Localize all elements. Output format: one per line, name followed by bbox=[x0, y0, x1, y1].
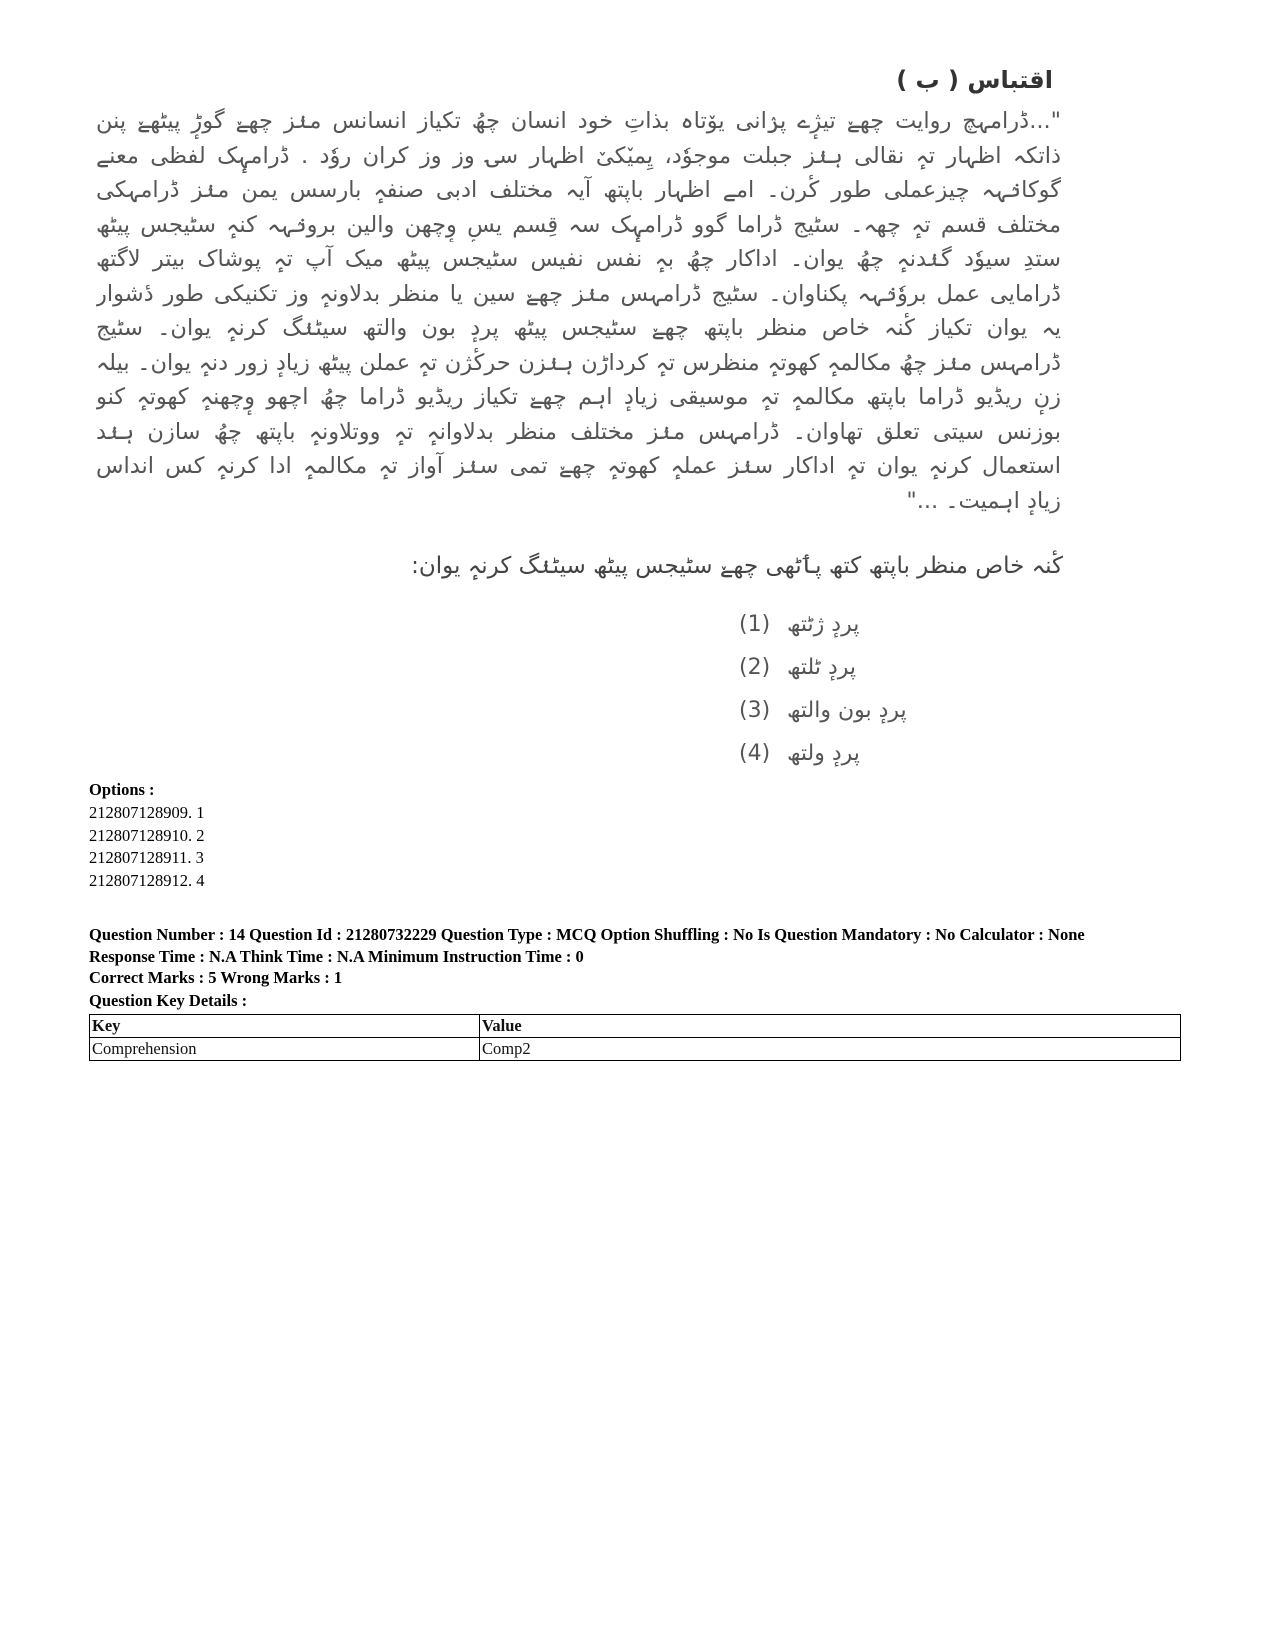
question-meta-line: Question Number : 14 Question Id : 21280732229 Question Type : MCQ Option Shuffling : No Is Question Mandatory : No Calculator : None bbox=[89, 925, 1085, 944]
choice-text: پردٕ بون والتھ bbox=[787, 698, 907, 723]
passage-line: بوزنس سیتی تعلق تھاوان۔ ڈرامہس منٛز مختلف منظر بدلاوانہٕ تہٕ ووتلاونہٕ باپتھ چھُ سازن ہنٛد bbox=[96, 418, 1061, 445]
choice-text: پردٕ ٹلتھ bbox=[787, 655, 856, 680]
passage-text bbox=[96, 104, 1061, 518]
passage-line: ذاتکہ اظہار تہٕ نقالی ہنٛز جبلت موجوٗد، یِمیٚکیٚ اظہار سۍ وز وز کران روٗد . ڈرامہٕک لفظی معنے bbox=[96, 142, 1061, 169]
passage-line: ڈرامایی عمل بروٗنٛہہ پکناوان۔ سٹیج ڈرامہس منٛز چھےٚ سین یا منظر بدلاونہٕ وز تکنیکی طور دٔشوار bbox=[96, 280, 1061, 307]
choice-number: (1) bbox=[739, 612, 771, 637]
choice-item bbox=[739, 732, 1079, 775]
choice-item bbox=[739, 646, 1079, 689]
key-details-table bbox=[89, 1014, 1181, 1061]
passage-line: مختلف قسم تہٕ چھہ۔ سٹیج ڈراما گوو ڈرامہٕک سہ قِسم یسٕ وٕچھن والین برونٛہہ کنہٕ سٹیجس پیٹھ bbox=[96, 211, 1061, 238]
choice-text: پردٕ ولتھ bbox=[787, 741, 860, 766]
passage-line: "...ڈرامہچ روایت چھےٚ تیژٕے پرٛانی یوٚتاہ بذاتِ خود انسان چھُ تکیاز انسانس منٛز چھےٚ گوڑٕ پیٹھےٚ پنن bbox=[96, 108, 1061, 134]
table-row bbox=[90, 1038, 1181, 1061]
option-id: 212807128909. 1 bbox=[89, 803, 205, 822]
column-header-value: Value bbox=[480, 1015, 1181, 1038]
question-metadata bbox=[89, 924, 1199, 967]
passage-line: ڈرامہس منٛز چھُ مکالمہٕ کھوتہٕ منظرس تہٕ کرداڑن ہنٛزن حرکٔژن تہٕ عملن پیٹھ زیادٕ زور دنہٕ یوان۔ بیلہ bbox=[96, 349, 1061, 376]
passage-line: یہ یوان تکیاز کٔنہ خاص منظر باپتھ چھےٚ سٹیجس پیٹھ پردٕ بون والتھ سیٹنٛگ کرنہٕ یوان۔ سٹیج bbox=[96, 315, 1061, 341]
column-header-key: Key bbox=[90, 1015, 480, 1038]
choice-text: پردٕ ژٹتھ bbox=[787, 612, 860, 637]
table-cell: Comp2 bbox=[480, 1038, 1181, 1061]
passage-line: استعمال کرنہٕ یوان تہٕ اداکار سنٛز عملہٕ کھوتہٕ چھےٚ تمی سنٛز آواز تہٕ مکالمہٕ ادا کرنہٕ کس انداس bbox=[96, 453, 1061, 479]
passage-line: زنٕ ریڈیو ڈراما باپتھ مکالمہٕ تہٕ موسیقی زیادٕ اہم چھےٚ تکیاز ریڈیو ڈراما چھُ اچھو وٕچھنہٕ کھوتہٕ کنو bbox=[96, 384, 1061, 410]
choice-number: (3) bbox=[739, 698, 771, 723]
option-id: 212807128910. 2 bbox=[89, 825, 205, 845]
table-cell: Comprehension bbox=[90, 1038, 480, 1061]
marks-line: Correct Marks : 5 Wrong Marks : 1 bbox=[89, 968, 343, 987]
passage-line: زیادٕ اہمیت۔ ..." bbox=[906, 487, 1061, 514]
passage-line: ستدِ سیوٗد گنٛدنہٕ چھُ یوان۔ اداکار چھُ بہٕ نفس نفیس سٹیجس پیٹھ میک آپ تہٕ پوشاک بیتر لاگتھ bbox=[96, 246, 1061, 272]
passage-line: گوکانٛہہ چیزعملی طور کٔرن۔ امے اظہار باپتھ آیہ مختلف ادبی صنفہٕ بارسس یمن منٛز ڈرامہکی bbox=[96, 177, 1061, 203]
choice-number: (4) bbox=[739, 741, 771, 766]
option-id: 212807128912. 4 bbox=[89, 870, 205, 890]
choice-number: (2) bbox=[739, 655, 771, 680]
question-meta-line: Response Time : N.A Think Time : N.A Minimum Instruction Time : 0 bbox=[89, 946, 584, 966]
options-list bbox=[89, 802, 1199, 892]
option-id: 212807128911. 3 bbox=[89, 848, 204, 867]
passage-heading: اقتباس ( ب ) bbox=[896, 66, 1053, 94]
answer-choices bbox=[739, 603, 1079, 775]
question-text: کٔنہ خاص منظر باپتھ کتھ پٲٹھی چھےٚ سٹیجس پیٹھ سیٹنٛگ کرنہٕ یوان: bbox=[411, 553, 1063, 579]
options-heading: Options : bbox=[89, 780, 155, 799]
choice-item bbox=[739, 603, 1079, 646]
table-header-row bbox=[90, 1015, 1181, 1038]
choice-item bbox=[739, 689, 1079, 732]
key-details-heading: Question Key Details : bbox=[89, 991, 248, 1010]
